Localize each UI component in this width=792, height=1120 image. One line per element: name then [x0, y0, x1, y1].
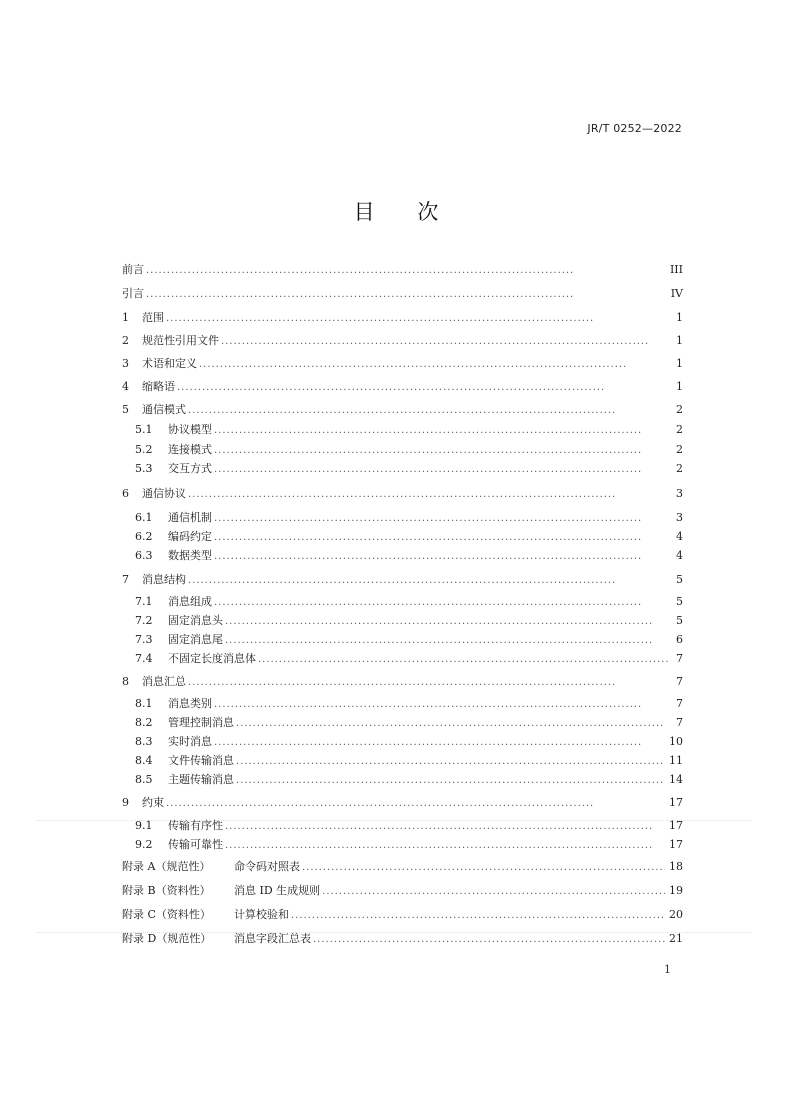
- toc-dot-leader: [188, 674, 669, 692]
- toc-dot-leader: [214, 734, 665, 752]
- toc-dot-leader: [188, 572, 669, 590]
- toc-entry-label: 消息结构: [142, 573, 186, 586]
- toc-dot-leader: [221, 333, 669, 351]
- toc-dot-leader: [214, 442, 669, 460]
- toc-entry-number: 9: [122, 796, 129, 809]
- toc-entry-label: 消息组成: [168, 595, 212, 608]
- toc-entry-label: 约束: [142, 796, 164, 809]
- toc-entry-page: 2: [676, 443, 683, 456]
- toc-entry-number: 6.2: [135, 530, 153, 543]
- toc-entry-page: 1: [676, 311, 683, 324]
- toc-entry-number: 7.2: [135, 614, 153, 627]
- toc-entry-number: 8.2: [135, 716, 153, 729]
- toc-entry-page: 17: [669, 838, 683, 851]
- toc-entry-page: 11: [669, 754, 683, 767]
- toc-dot-leader: [177, 379, 669, 397]
- toc-entry-label: 连接模式: [168, 443, 212, 456]
- toc-entry[interactable]: [135, 752, 683, 770]
- toc-entry-page: 20: [669, 908, 683, 921]
- toc-dot-leader: [188, 402, 669, 420]
- toc-entry-page: 7: [676, 697, 683, 710]
- toc-entry[interactable]: [122, 332, 683, 350]
- toc-entry-number: 6.3: [135, 549, 153, 562]
- toc-entry[interactable]: [122, 571, 683, 589]
- toc-entry-label: 消息 ID 生成规则: [234, 884, 321, 897]
- toc-entry-label: 消息类别: [168, 697, 212, 710]
- toc-title: 目 次: [353, 200, 439, 224]
- toc-entry-page: 14: [669, 773, 683, 786]
- toc-dot-leader: [188, 486, 669, 504]
- toc-entry[interactable]: [122, 401, 683, 419]
- toc-entry-label: 实时消息: [168, 735, 212, 748]
- toc-entry[interactable]: [122, 355, 683, 373]
- toc-dot-leader: [146, 286, 667, 304]
- toc-entry-page: 1: [676, 380, 683, 393]
- toc-dot-leader: [313, 931, 665, 949]
- toc-dot-leader: [225, 837, 665, 855]
- toc-entry-label: 主题传输消息: [168, 773, 234, 786]
- toc-entry[interactable]: [122, 309, 683, 327]
- toc-entry-page: 17: [669, 819, 683, 832]
- toc-entry-number: 8.4: [135, 754, 153, 767]
- toc-entry[interactable]: [135, 509, 683, 527]
- toc-entry-page: 10: [669, 735, 683, 748]
- toc-entry[interactable]: [135, 593, 683, 611]
- toc-entry-label: 管理控制消息: [168, 716, 234, 729]
- toc-entry-page: 2: [676, 423, 683, 436]
- toc-entry-number: 5.3: [135, 462, 153, 475]
- toc-entry[interactable]: [135, 460, 683, 478]
- toc-entry-number: 5: [122, 403, 129, 416]
- toc-dot-leader: [214, 548, 669, 566]
- toc-entry-label: 通信机制: [168, 511, 212, 524]
- toc-entry[interactable]: [122, 485, 683, 503]
- toc-entry-label: 固定消息尾: [168, 633, 223, 646]
- toc-entry-number: 8.1: [135, 697, 153, 710]
- toc-entry-number: 5.2: [135, 443, 153, 456]
- toc-entry-page: 1: [676, 357, 683, 370]
- toc-dot-leader: [166, 310, 669, 328]
- toc-entry-page: 18: [669, 860, 683, 873]
- toc-entry[interactable]: [135, 547, 683, 565]
- toc-entry[interactable]: [122, 858, 683, 876]
- toc-entry[interactable]: [122, 882, 683, 900]
- toc-entry[interactable]: [135, 441, 683, 459]
- toc-entry[interactable]: [135, 695, 683, 713]
- toc-dot-leader: [214, 510, 669, 528]
- toc-entry-label: 消息字段汇总表: [234, 932, 311, 945]
- toc-entry[interactable]: [135, 733, 683, 751]
- toc-entry-label: 通信协议: [142, 487, 186, 500]
- toc-entry[interactable]: [122, 906, 683, 924]
- faint-rule-lower: [36, 932, 752, 933]
- toc-entry[interactable]: [135, 771, 683, 789]
- toc-entry[interactable]: [135, 612, 683, 630]
- toc-dot-leader: [236, 772, 665, 790]
- toc-dot-leader: [214, 529, 669, 547]
- toc-dot-leader: [322, 883, 665, 901]
- toc-appendix-tag: 附录 C（资料性）: [122, 908, 211, 921]
- toc-entry-number: 9.2: [135, 838, 153, 851]
- toc-entry-page: III: [669, 263, 683, 276]
- toc-entry-number: 8.5: [135, 773, 153, 786]
- toc-entry-page: 5: [676, 595, 683, 608]
- toc-entry-label: 消息汇总: [142, 675, 186, 688]
- toc-entry-number: 8: [122, 675, 129, 688]
- toc-entry-page: 7: [676, 652, 683, 665]
- toc-dot-leader: [214, 461, 669, 479]
- toc-appendix-tag: 附录 A（规范性）: [122, 860, 211, 873]
- toc-dot-leader: [166, 795, 665, 813]
- document-code: JR/T 0252—2022: [587, 122, 682, 135]
- toc-entry[interactable]: [135, 631, 683, 649]
- toc-entry-label: 前言: [122, 263, 144, 276]
- toc-entry-number: 8.3: [135, 735, 153, 748]
- toc-entry-page: 3: [676, 487, 683, 500]
- toc-entry-page: 5: [676, 573, 683, 586]
- toc-entry-number: 7.3: [135, 633, 153, 646]
- toc-entry-page: 3: [676, 511, 683, 524]
- toc-entry-label: 交互方式: [168, 462, 212, 475]
- toc-entry-page: 5: [676, 614, 683, 627]
- toc-entry-page: 7: [676, 675, 683, 688]
- toc-entry[interactable]: [122, 378, 683, 396]
- toc-entry-page: 21: [669, 932, 683, 945]
- toc-entry[interactable]: [135, 650, 683, 668]
- toc-entry-number: 5.1: [135, 423, 153, 436]
- toc-entry-label: 不固定长度消息体: [168, 652, 256, 665]
- toc-entry-number: 3: [122, 357, 129, 370]
- toc-entry-page: 2: [676, 462, 683, 475]
- toc-dot-leader: [236, 715, 669, 733]
- page-number: 1: [664, 963, 671, 976]
- toc-entry-page: 7: [676, 716, 683, 729]
- toc-entry[interactable]: [135, 836, 683, 854]
- toc-entry-label: 传输可靠性: [168, 838, 223, 851]
- toc-entry-number: 4: [122, 380, 129, 393]
- toc-entry-page: 17: [669, 796, 683, 809]
- toc-entry-label: 协议模型: [168, 423, 212, 436]
- toc-entry[interactable]: [122, 794, 683, 812]
- toc-entry-number: 7: [122, 573, 129, 586]
- toc-entry[interactable]: [135, 421, 683, 439]
- toc-entry-page: 4: [676, 549, 683, 562]
- toc-appendix-tag: 附录 B（资料性）: [122, 884, 211, 897]
- toc-dot-leader: [258, 651, 669, 669]
- toc-entry-label: 文件传输消息: [168, 754, 234, 767]
- toc-entry[interactable]: [122, 673, 683, 691]
- toc-entry-number: 7.4: [135, 652, 153, 665]
- toc-entry-label: 缩略语: [142, 380, 175, 393]
- toc-entry-label: 命令码对照表: [234, 860, 300, 873]
- toc-entry-page: 1: [676, 334, 683, 347]
- toc-entry-label: 计算校验和: [234, 908, 289, 921]
- toc-dot-leader: [214, 422, 669, 440]
- toc-dot-leader: [302, 859, 665, 877]
- toc-entry-page: 2: [676, 403, 683, 416]
- toc-entry-label: 通信模式: [142, 403, 186, 416]
- toc-entry-label: 传输有序性: [168, 819, 223, 832]
- toc-entry-label: 编码约定: [168, 530, 212, 543]
- toc-entry-page: IV: [670, 287, 683, 300]
- toc-dot-leader: [214, 696, 669, 714]
- toc-entry-number: 6: [122, 487, 129, 500]
- toc-entry-label: 固定消息头: [168, 614, 223, 627]
- toc-dot-leader: [236, 753, 665, 771]
- toc-dot-leader: [291, 907, 665, 925]
- toc-entry-label: 规范性引用文件: [142, 334, 219, 347]
- toc-entry-number: 1: [122, 311, 129, 324]
- toc-entry[interactable]: [135, 528, 683, 546]
- toc-dot-leader: [225, 613, 669, 631]
- toc-entry-label: 术语和定义: [142, 357, 197, 370]
- toc-entry-page: 19: [669, 884, 683, 897]
- toc-dot-leader: [214, 594, 669, 612]
- toc-entry-number: 7.1: [135, 595, 153, 608]
- toc-entry[interactable]: [135, 714, 683, 732]
- toc-entry-number: 9.1: [135, 819, 153, 832]
- toc-entry-number: 6.1: [135, 511, 153, 524]
- toc-entry-number: 2: [122, 334, 129, 347]
- toc-dot-leader: [146, 262, 666, 280]
- toc-appendix-tag: 附录 D（规范性）: [122, 932, 212, 945]
- toc-dot-leader: [199, 356, 669, 374]
- faint-rule-upper: [36, 820, 752, 821]
- toc-entry-page: 6: [676, 633, 683, 646]
- toc-entry-label: 引言: [122, 287, 144, 300]
- toc-entry[interactable]: [122, 261, 683, 279]
- toc-entry-label: 数据类型: [168, 549, 212, 562]
- toc-dot-leader: [225, 632, 669, 650]
- toc-entry-page: 4: [676, 530, 683, 543]
- toc-entry[interactable]: [122, 285, 683, 303]
- toc-entry-label: 范围: [142, 311, 164, 324]
